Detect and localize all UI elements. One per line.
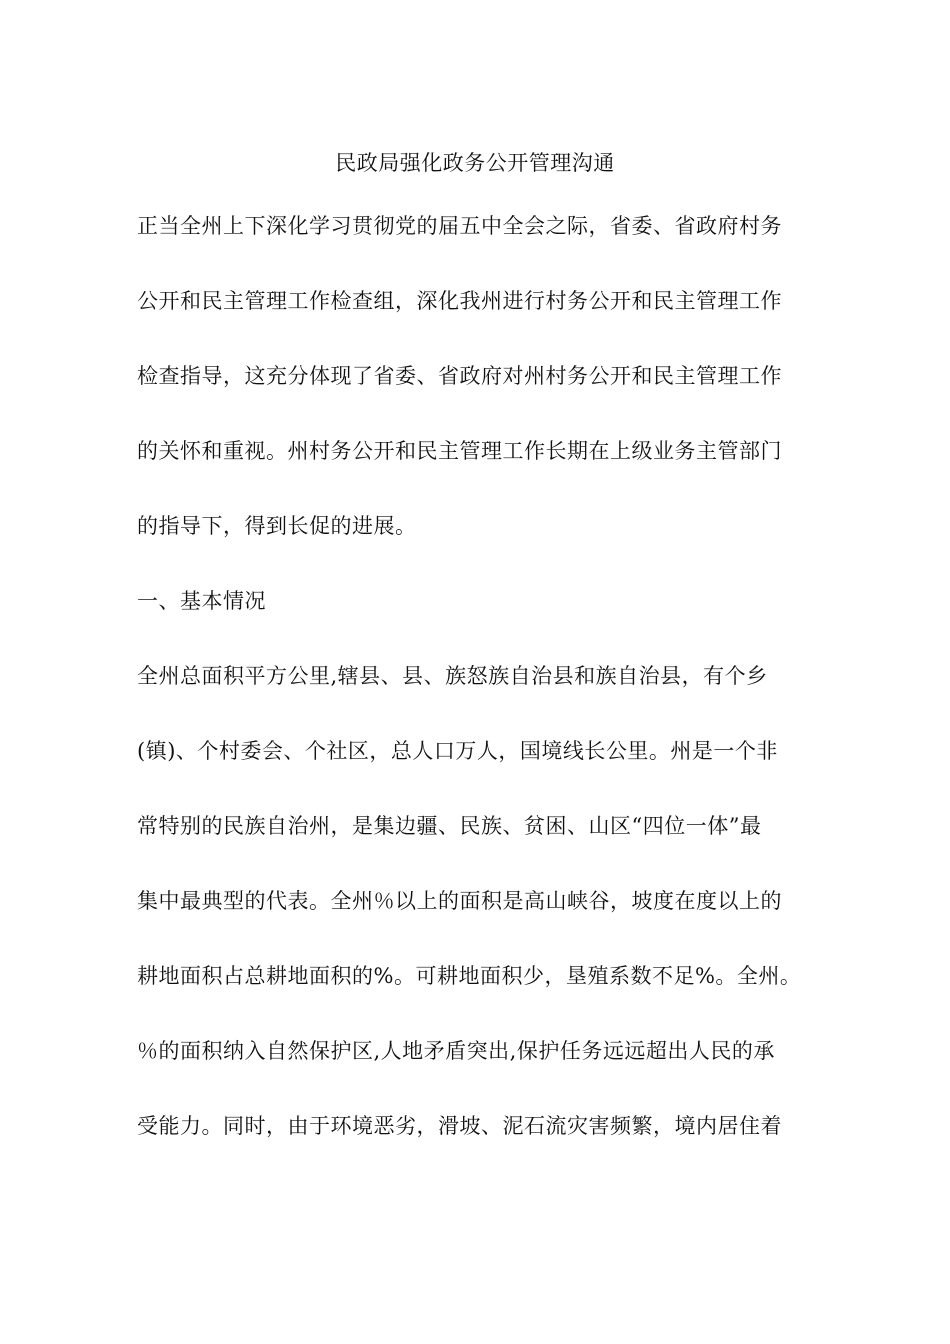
paragraph-line: ％的面积纳入自然保护区,人地矛盾突出,保护任务远远超出人民的承 xyxy=(137,1039,775,1063)
paragraph-line: 公开和民主管理工作检查组，深化我州进行村务公开和民主管理工作 xyxy=(137,289,782,313)
paragraph-line: 正当全州上下深化学习贯彻党的届五中全会之际，省委、省政府村务 xyxy=(137,214,782,238)
section-heading: 一、基本情况 xyxy=(137,589,266,613)
paragraph-line: 检查指导，这充分体现了省委、省政府对州村务公开和民主管理工作 xyxy=(137,364,782,388)
paragraph-line: 全州总面积平方公里,辖县、县、族怒族自治县和族自治县，有个乡 xyxy=(137,664,768,688)
paragraph-line: (镇)、个村委会、个社区，总人口万人，国境线长公里。州是一个非 xyxy=(137,739,778,763)
paragraph-line: 受能力。同时，由于环境恶劣，滑坡、泥石流灾害频繁，境内居住着 xyxy=(137,1114,782,1138)
paragraph-line: 常特别的民族自治州，是集边疆、民族、贫困、山区“四位一体”最 xyxy=(137,814,762,838)
paragraph-line: 的指导下，得到长促的进展。 xyxy=(137,514,417,538)
paragraph-line: 耕地面积占总耕地面积的%。可耕地面积少，垦殖系数不足%。全州。 xyxy=(137,964,802,988)
document-title: 民政局强化政务公开管理沟通 xyxy=(335,151,615,175)
paragraph-line: 集中最典型的代表。全州％以上的面积是高山峡谷，坡度在度以上的 xyxy=(137,889,782,913)
paragraph-line: 的关怀和重视。州村务公开和民主管理工作长期在上级业务主管部门 xyxy=(137,439,782,463)
